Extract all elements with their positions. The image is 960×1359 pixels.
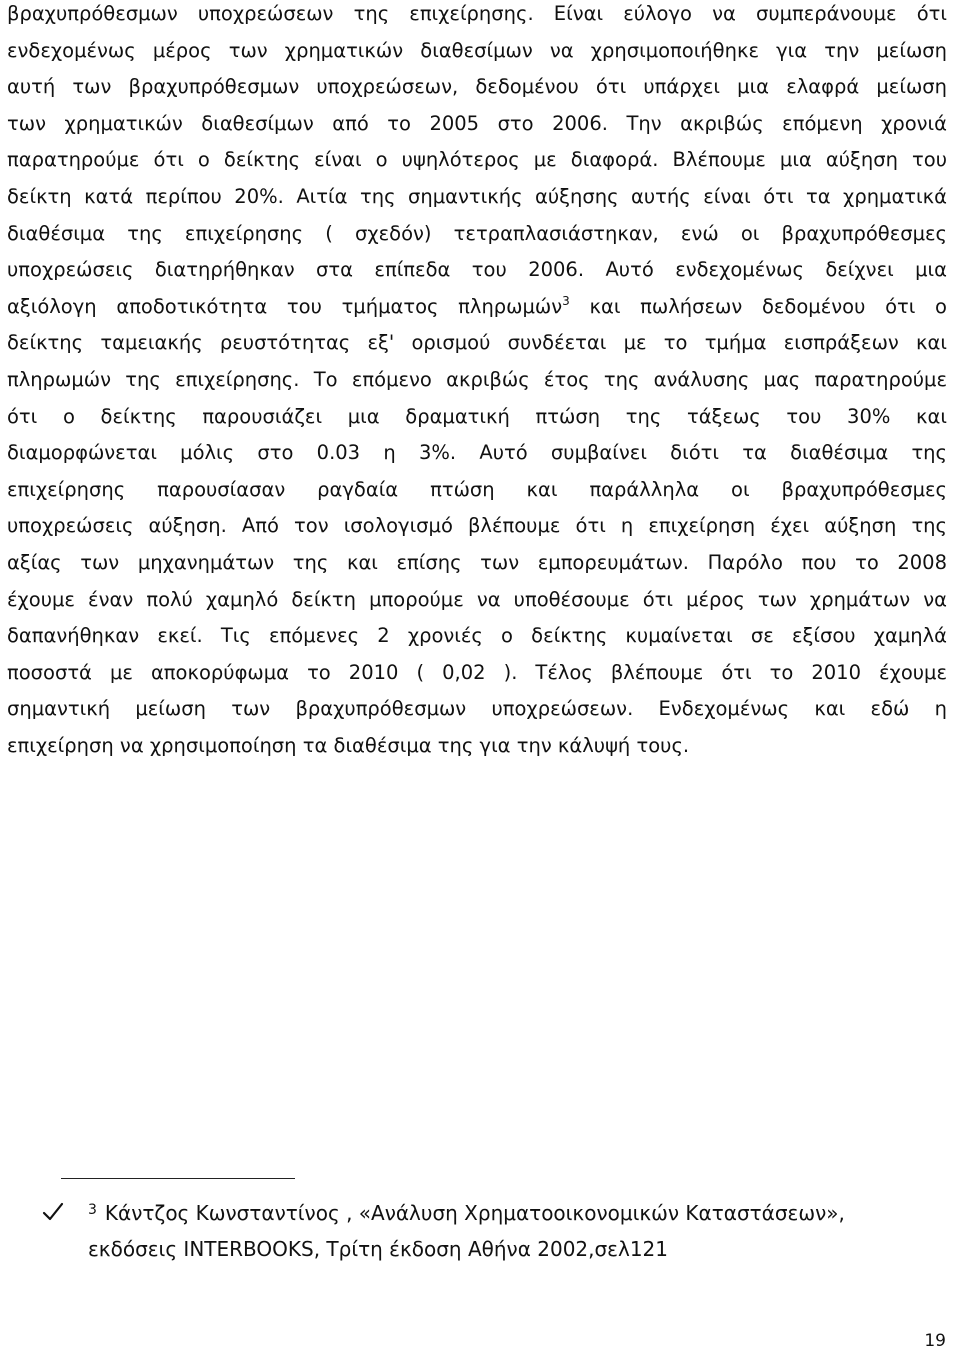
text-line: αξίας των μηχανημάτων της και επίσης των εμπορευμάτων. Παρόλο που το 2008 — [7, 550, 947, 574]
text-segment: και πωλήσεων δεδομένου ότι ο — [589, 294, 947, 318]
text-line: επιχείρηση να χρησιμοποίηση τα διαθέσιμα της για την κάλυψή τους. — [7, 733, 690, 757]
text-line-with-footnote-ref — [7, 289, 947, 326]
text-line: υποχρεώσεις διατηρήθηκαν στα επίπεδα του 2006. Αυτό ενδεχομένως δείχνει μια — [7, 258, 947, 282]
text-line: δείκτη κατά περίπου 20%. Αιτία της σημαντικής αύξησης αυτής είναι ότι τα χρηματικά — [7, 184, 947, 208]
footnote-line: εκδόσεις INTERBOOKS, Τρίτη έκδοση Αθήνα 2002,σελ121 — [88, 1237, 668, 1261]
text-line: διαμορφώνεται μόλις στο 0.03 η 3%. Αυτό συμβαίνει διότι τα διαθέσιμα της — [7, 441, 947, 465]
text-line: επιχείρησης παρουσίασαν ραγδαία πτώση και παράλληλα οι βραχυπρόθεσμες — [7, 477, 947, 501]
text-line: διαθέσιμα της επιχείρησης ( σχεδόν) τετραπλασιάστηκαν, ενώ οι βραχυπρόθεσμες — [7, 221, 947, 245]
footnote-line — [88, 1192, 922, 1231]
page-number: 19 — [924, 1331, 946, 1351]
footnote-marker: 3 — [88, 1202, 97, 1218]
text-line: δαπανήθηκαν εκεί. Τις επόμενες 2 χρονιές ο δείκτης κυμαίνεται σε εξίσου χαμηλά — [7, 624, 947, 648]
footnote-citation: Κάντζος Κωνσταντίνος , «Ανάλυση Χρηματοοικονομικών Καταστάσεων», — [104, 1201, 845, 1225]
text-segment: αξιόλογη αποδοτικότητα του τμήματος πληρωμών — [7, 294, 563, 318]
text-line: δείκτης ταμειακής ρευστότητας εξ' ορισμού συνδέεται με το τμήμα εισπράξεων και — [7, 331, 947, 355]
text-line: σημαντική μείωση των βραχυπρόθεσμων υποχρεώσεων. Ενδεχομένως και εδώ η — [7, 697, 947, 721]
text-line: πληρωμών της επιχείρησης. Το επόμενο ακριβώς έτος της ανάλυσης μας παρατηρούμε — [7, 367, 947, 391]
text-line: βραχυπρόθεσμων υποχρεώσεων της επιχείρησης. Είναι εύλογο να συμπεράνουμε ότι — [7, 2, 947, 25]
text-line: των χρηματικών διαθεσίμων από το 2005 στο 2006. Την ακριβώς επόμενη χρονιά — [7, 111, 947, 135]
footnote-separator — [61, 1178, 295, 1179]
text-line: ποσοστά με αποκορύφωμα το 2010 ( 0,02 ). Τέλος βλέπουμε ότι το 2010 έχουμε — [7, 660, 947, 684]
text-line: υποχρεώσεις αύξηση. Από τον ισολογισμό βλέπουμε ότι η επιχείρηση έχει αύξηση της — [7, 514, 947, 538]
text-line: ότι ο δείκτης παρουσιάζει μια δραματική πτώση της τάξεως του 30% και — [7, 404, 947, 428]
footnote — [42, 1192, 922, 1267]
checkmark-icon — [42, 1201, 64, 1223]
text-line: ενδεχομένως μέρος των χρηματικών διαθεσίμων να χρησιμοποιήθηκε για την μείωση — [7, 38, 947, 62]
text-line: έχουμε έναν πολύ χαμηλό δείκτη μπορούμε να υποθέσουμε ότι μέρος των χρημάτων να — [7, 587, 947, 611]
text-line: αυτή των βραχυπρόθεσμων υποχρεώσεων, δεδομένου ότι υπάρχει μια ελαφρά μείωση — [7, 75, 947, 99]
text-line: παρατηρούμε ότι ο δείκτης είναι ο υψηλότερος με διαφορά. Βλέπουμε μια αύξηση του — [7, 148, 947, 172]
footnote-reference[interactable]: 3 — [562, 293, 570, 308]
body-paragraph — [7, 0, 947, 764]
